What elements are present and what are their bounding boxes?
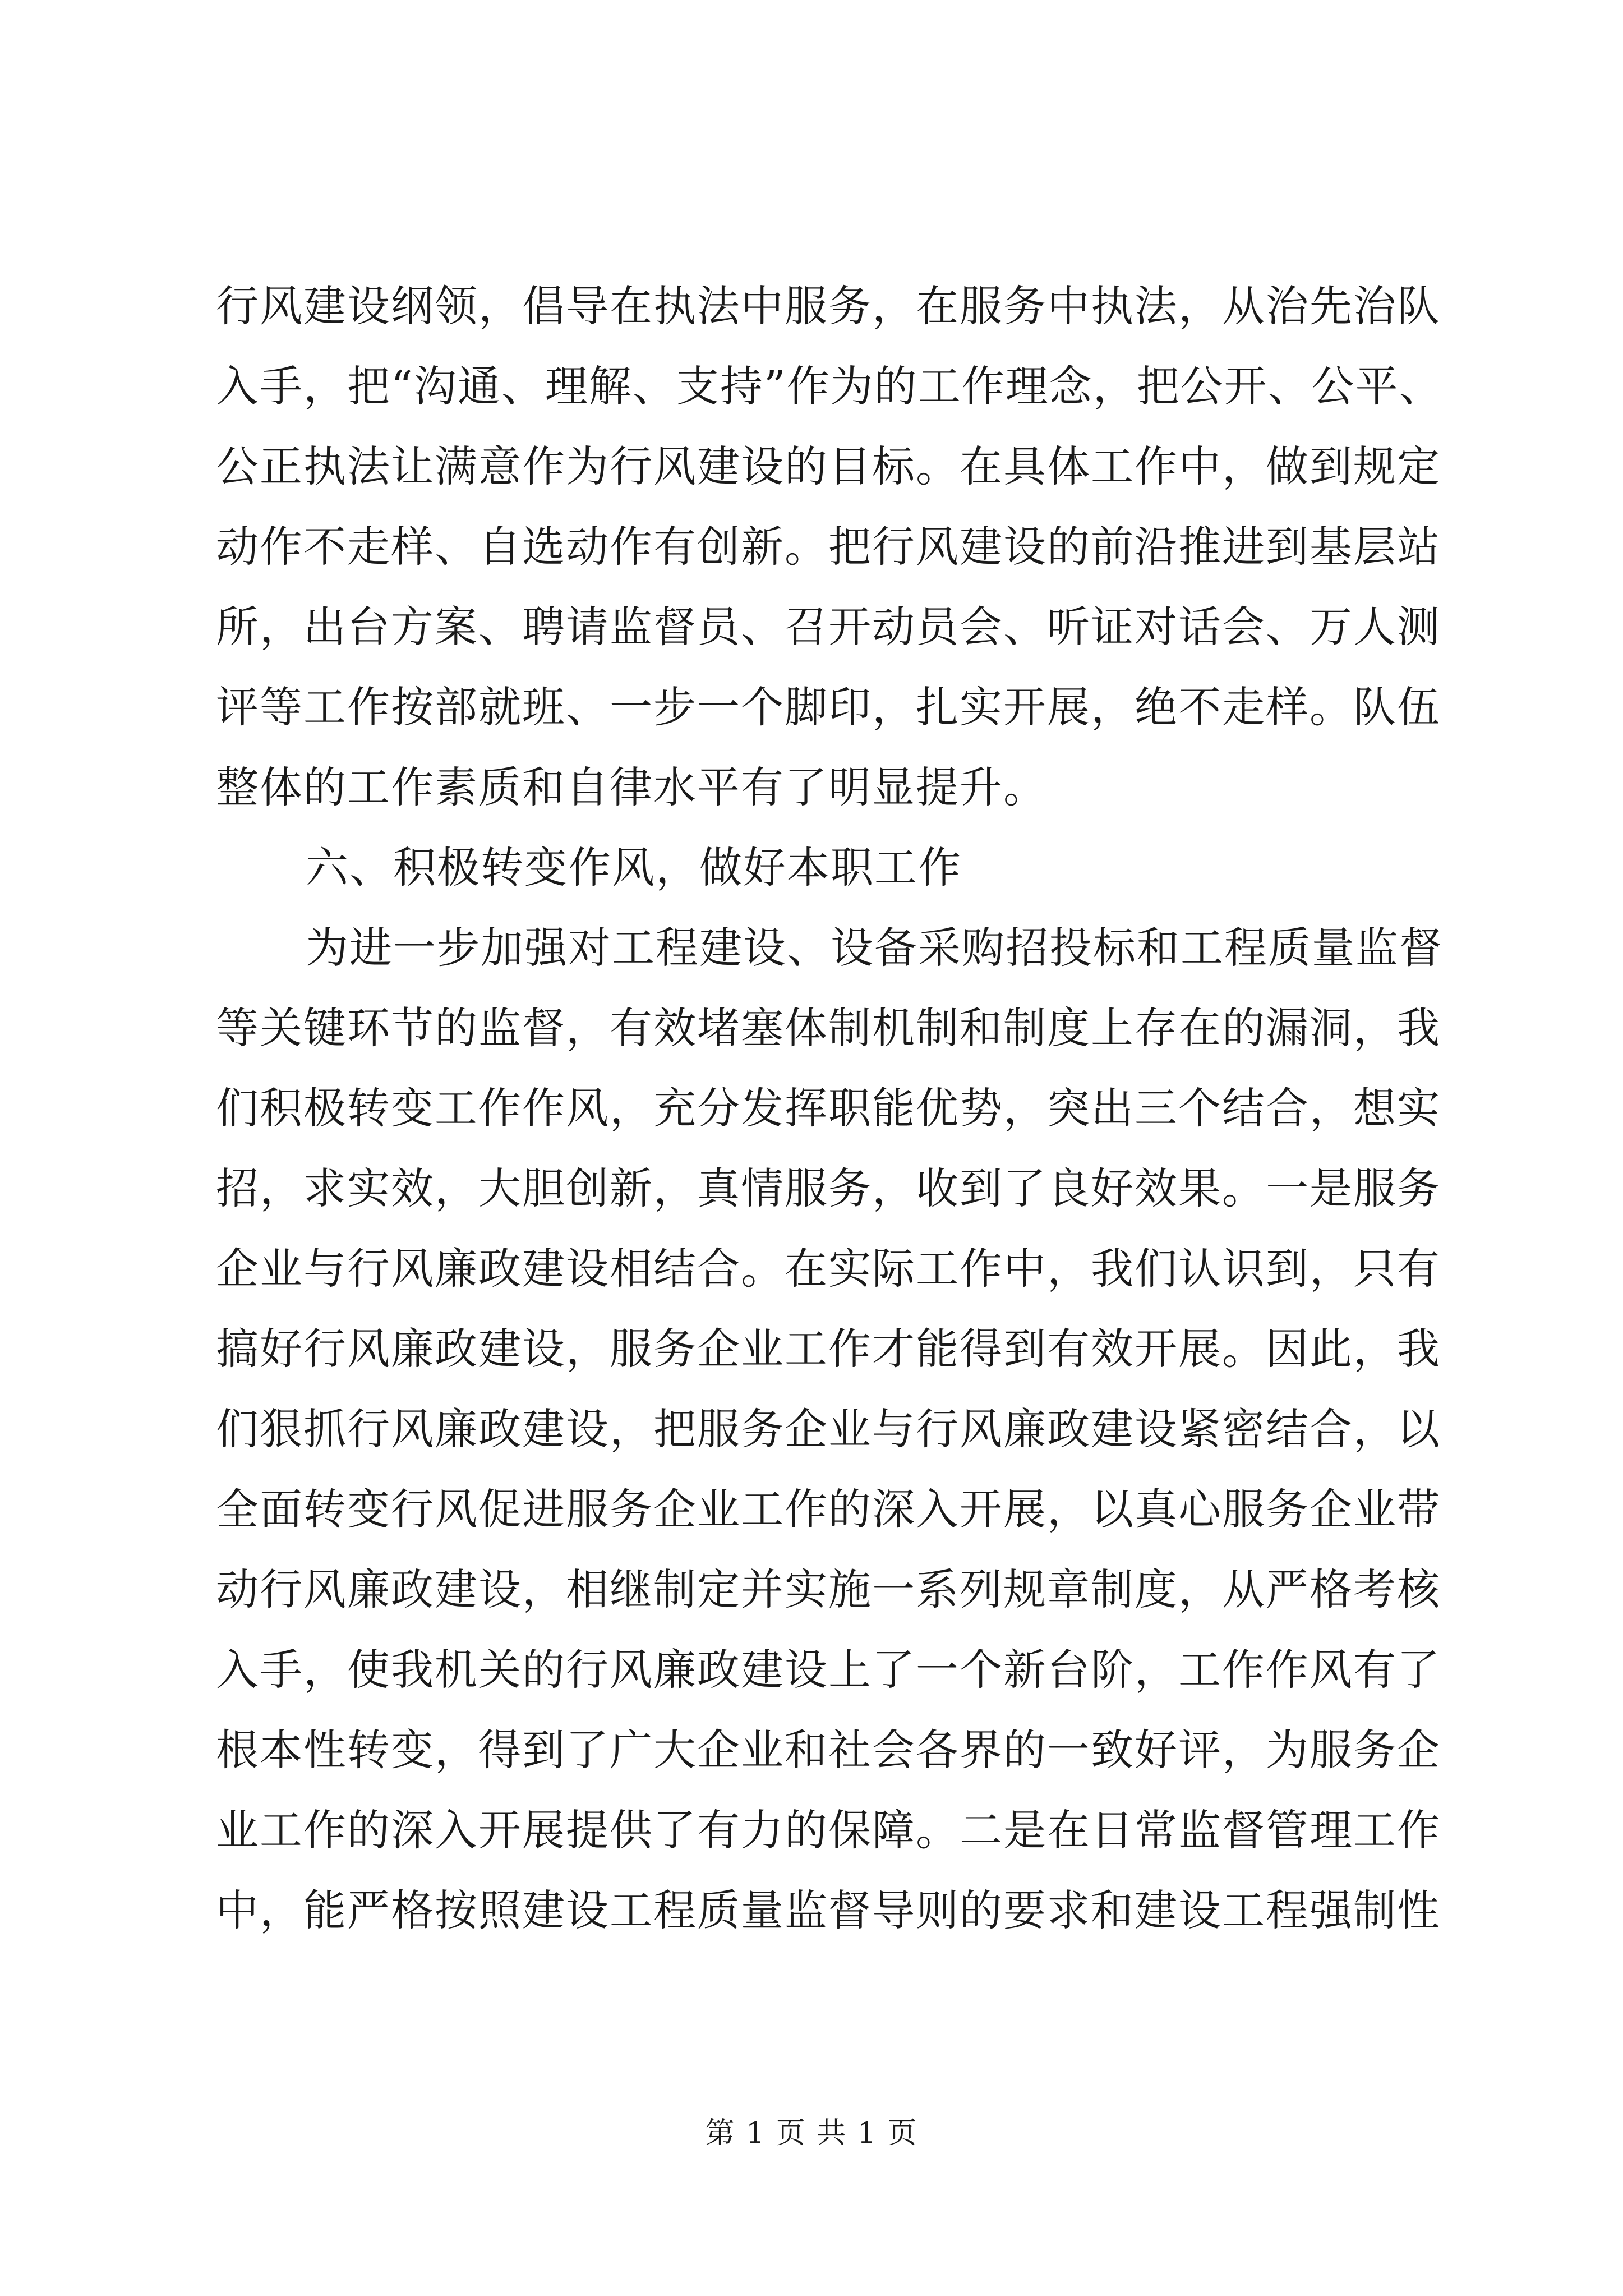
text-line: 业工作的深入开展提供了有力的保障。二是在日常监督管理工作 (216, 1805, 1441, 1855)
text-line: 整体的工作素质和自律水平有了明显提升。 (216, 762, 1047, 812)
text-line: 等关键环节的监督，有效堵塞体制机制和制度上存在的漏洞，我 (216, 1003, 1441, 1053)
text-line: 招，求实效，大胆创新，真情服务，收到了良好效果。一是服务 (216, 1163, 1441, 1213)
text-line: 入手，使我机关的行风廉政建设上了一个新台阶，工作作风有了 (216, 1645, 1441, 1695)
text-line: 根本性转变，得到了广大企业和社会各界的一致好评，为服务企 (216, 1725, 1441, 1775)
document-body (216, 266, 1483, 1950)
text-line: 为进一步加强对工程建设、设备采购招投标和工程质量监督 (306, 923, 1443, 973)
text-line: 所，出台方案、聘请监督员、召开动员会、听证对话会、万人测 (216, 602, 1441, 652)
text-line: 动行风廉政建设，相继制定并实施一系列规章制度，从严格考核 (216, 1565, 1441, 1614)
section-heading: 六、积极转变作风，做好本职工作 (306, 843, 962, 892)
page-footer (0, 2114, 1623, 2153)
text-line: 中，能严格按照建设工程质量监督导则的要求和建设工程强制性 (216, 1885, 1441, 1935)
text-line: 入手，把“沟通、理解、支持”作为的工作理念，把公开、公平、 (216, 361, 1443, 411)
page-number-label: 第 1 页 共 1 页 (705, 2116, 918, 2150)
text-line: 企业与行风廉政建设相结合。在实际工作中，我们认识到，只有 (216, 1244, 1441, 1294)
text-line: 们积极转变工作作风，充分发挥职能优势，突出三个结合，想实 (216, 1083, 1441, 1133)
text-line: 们狠抓行风廉政建设，把服务企业与行风廉政建设紧密结合，以 (216, 1404, 1441, 1454)
text-line: 搞好行风廉政建设，服务企业工作才能得到有效开展。因此，我 (216, 1324, 1441, 1374)
text-line: 评等工作按部就班、一步一个脚印，扎实开展，绝不走样。队伍 (216, 682, 1441, 732)
text-line: 行风建设纲领，倡导在执法中服务，在服务中执法，从治先治队 (216, 281, 1441, 331)
text-line: 动作不走样、自选动作有创新。把行风建设的前沿推进到基层站 (216, 522, 1441, 572)
text-line: 公正执法让满意作为行风建设的目标。在具体工作中，做到规定 (216, 441, 1441, 491)
text-line: 全面转变行风促进服务企业工作的深入开展，以真心服务企业带 (216, 1484, 1441, 1534)
